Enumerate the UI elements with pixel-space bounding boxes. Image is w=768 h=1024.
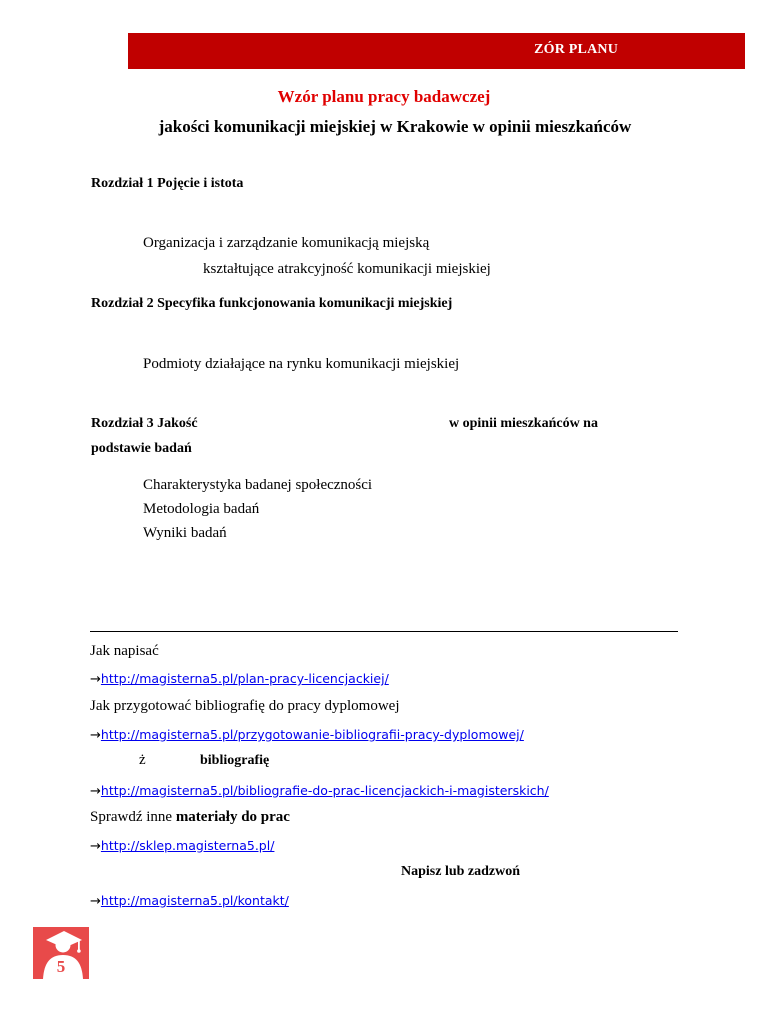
chapter-3-item-2: Metodologia badań (143, 501, 260, 517)
arrow-right-icon: → (90, 728, 101, 743)
divider-line (90, 631, 678, 632)
contact-text: Napisz lub zadzwoń (401, 864, 521, 879)
link-row-5 (90, 892, 289, 910)
chapter-3-item-1: Charakterystyka badanej społeczności (143, 477, 373, 493)
arrow-right-icon: → (90, 672, 101, 687)
bibliography-word: bibliografię (200, 753, 270, 768)
arrow-right-icon: → (90, 784, 101, 799)
contact-link[interactable]: http://magisterna5.pl/kontakt/ (100, 893, 289, 908)
magisterna5-logo (33, 927, 89, 979)
arrow-right-icon: → (90, 839, 101, 854)
arrow-right-icon: → (90, 894, 101, 909)
chapter-2-item-1: Podmioty działające na rynku komunikacji miejskiej (143, 356, 460, 372)
chapter-1-heading: Rozdział 1 Pojęcie i istota (91, 176, 244, 191)
bibliography-prepare-text: Jak przygotować bibliografię do pracy dyplomowej (90, 698, 400, 714)
link-row-2 (90, 726, 524, 744)
document-subtitle: jakości komunikacji miejskiej w Krakowie w opinii mieszkańców (158, 117, 632, 136)
banner-label: ZÓR PLANU (534, 42, 618, 57)
check-other-prefix: Sprawdź inne (90, 809, 173, 825)
check-other-text (90, 809, 290, 826)
how-to-write-text: Jak napisać (90, 643, 159, 659)
bibliographies-link[interactable]: http://magisterna5.pl/bibliografie-do-prac-licencjackich-i-magisterskich/ (100, 783, 549, 798)
bibliography-guide-link[interactable]: http://magisterna5.pl/przygotowanie-bibliografii-pracy-dyplomowej/ (100, 727, 524, 742)
chapter-3-heading-continued: w opinii mieszkańców na (449, 416, 598, 431)
link-row-1 (90, 670, 389, 688)
link-row-3 (90, 782, 549, 800)
chapter-3-heading-line2: podstawie badań (91, 441, 192, 456)
shop-link[interactable]: http://sklep.magisterna5.pl/ (100, 838, 275, 853)
link-row-4 (90, 837, 274, 855)
chapter-2-heading: Rozdział 2 Specyfika funkcjonowania komunikacji miejskiej (91, 296, 453, 311)
document-title: Wzór planu pracy badawczej (277, 87, 491, 106)
plan-pracy-link[interactable]: http://magisterna5.pl/plan-pracy-licencjackiej/ (100, 671, 389, 686)
chapter-3-item-3: Wyniki badań (143, 525, 227, 541)
header-banner (128, 33, 745, 69)
chapter-1-item-2: kształtujące atrakcyjność komunikacji miejskiej (203, 261, 491, 277)
z-character: ż (139, 752, 146, 768)
check-other-bold: materiały do prac (175, 809, 290, 825)
logo-number: 5 (56, 957, 66, 976)
chapter-1-item-1: Organizacja i zarządzanie komunikacją miejską (143, 235, 430, 251)
chapter-3-heading: Rozdział 3 Jakość (91, 416, 198, 431)
